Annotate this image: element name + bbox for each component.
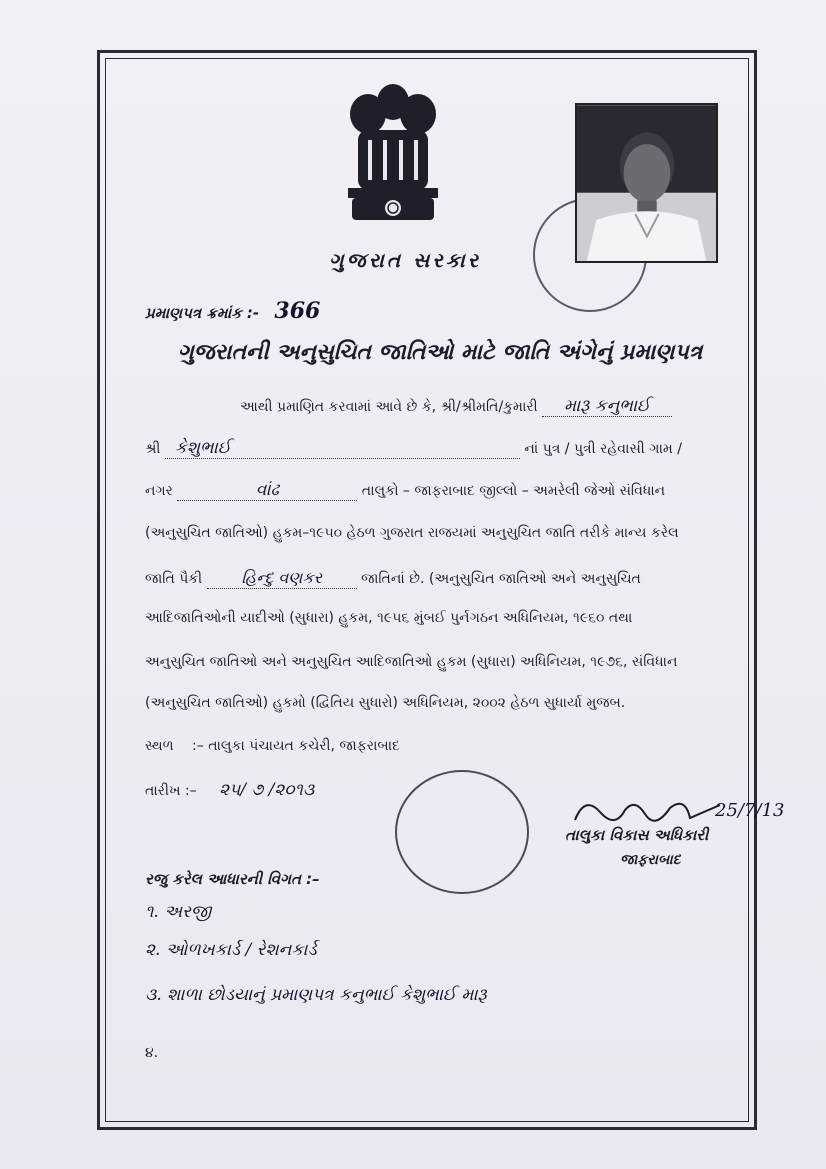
signatory-title: તાલુકા વિકાસ અધિકારી: [565, 826, 709, 844]
document-item-4: ૪.: [145, 1045, 159, 1061]
body-line-1-prefix: આથી પ્રમાણિત કરવામાં આવે છે કે, શ્રી/શ્રીમતિ/કુમારી: [240, 399, 538, 415]
document-item-3: ૩. શાળા છોડયાનું પ્રમાણપત્ર કનુભાઈ કેશુભાઈ મારૂ: [145, 985, 487, 1005]
body-line-5-prefix: જાતિ પૈકી: [145, 571, 203, 587]
national-emblem-icon: [338, 80, 448, 230]
place-value: :– તાલુકા પંચાયત કચેરી, જાફરાબાદ: [192, 738, 400, 754]
applicant-photo: [575, 103, 718, 263]
body-line-2-suffix: નાં પુત્ર / પુત્રી રહેવાસી ગામ /: [524, 441, 682, 457]
certificate-number-value: 366: [274, 298, 321, 324]
document-item-1: ૧. અરજી: [145, 902, 212, 922]
body-line-7: અનુસુચિત જાતિઓ અને અનુસુચિત આદિજાતિઓ હુકમ (સુધારા) અધિનિયમ, ૧૯૭૬, સંવિધાન: [145, 654, 678, 670]
place-label: સ્થળ: [145, 738, 174, 754]
caste-name: હિન્દુ વણકર: [207, 568, 357, 589]
applicant-name: મારૂ કનુભાઈ: [542, 396, 672, 417]
body-line-3: [145, 480, 665, 501]
village-name: વાંઢ: [177, 480, 357, 501]
document-item-2: ૨. ઓળખકાર્ડ / રેશનકાર્ડ: [145, 940, 317, 960]
body-line-3-prefix: નગર: [145, 483, 173, 499]
date-row: [145, 780, 314, 800]
person-photo-icon: [577, 105, 716, 261]
body-line-5: [145, 568, 641, 589]
body-line-2: [145, 438, 682, 459]
date-label: તારીખ :–: [145, 783, 197, 799]
signatory-place: જાફરાબાદ: [620, 852, 681, 868]
body-line-2-prefix: શ્રી: [145, 441, 161, 457]
place-row: [145, 738, 400, 754]
date-value: ૨૫/ ૭ /૨૦૧૩: [219, 780, 315, 800]
body-line-8: (અનુસુચિત જાતિઓ) હુકમો (દ્વિતિય સુધારો) અધિનિયમ, ૨૦૦૨ હેઠળ સુધાર્યા મુજબ.: [145, 695, 626, 711]
father-name: કેશુભાઈ: [165, 438, 520, 459]
certificate-number-label: પ્રમાણપત્ર ક્રમાંક :-: [145, 304, 260, 322]
certificate-number: [145, 298, 320, 324]
body-line-4: (અનુસુચિત જાતિઓ) હુકમ–૧૯૫૦ હેઠળ ગુજરાત રાજયમાં અનુસુચિત જાતિ તરીકે માન્ય કરેલ: [145, 525, 679, 541]
officer-signature-icon: [570, 790, 730, 830]
body-line-1: [240, 396, 672, 417]
signature-date-note: 25/7/13: [715, 800, 785, 821]
documents-heading: રજુ કરેલ આધારની વિગત :–: [145, 870, 320, 888]
office-seal-round: [395, 770, 529, 894]
body-line-3-suffix: તાલુકો – જાફરાબાદ જીલ્લો – અમરેલી જેઓ સંવિધાન: [361, 483, 666, 499]
body-line-5-suffix: જાતિનાં છે. (અનુસુચિત જાતિઓ અને અનુસુચિત: [361, 571, 641, 587]
body-line-6: આદિજાતિઓની યાદીઓ (સુધારા) હુકમ, ૧૯૫૬ મુંબઈ પુર્નગઠન અધિનિયમ, ૧૯૬૦ તથા: [145, 610, 633, 626]
government-title: ગુજરાત સરકાર: [329, 248, 481, 272]
certificate-heading: ગુજરાતની અનુસુચિત જાતિઓ માટે જાતિ અંગેનું પ્રમાણપત્ર: [177, 340, 703, 365]
